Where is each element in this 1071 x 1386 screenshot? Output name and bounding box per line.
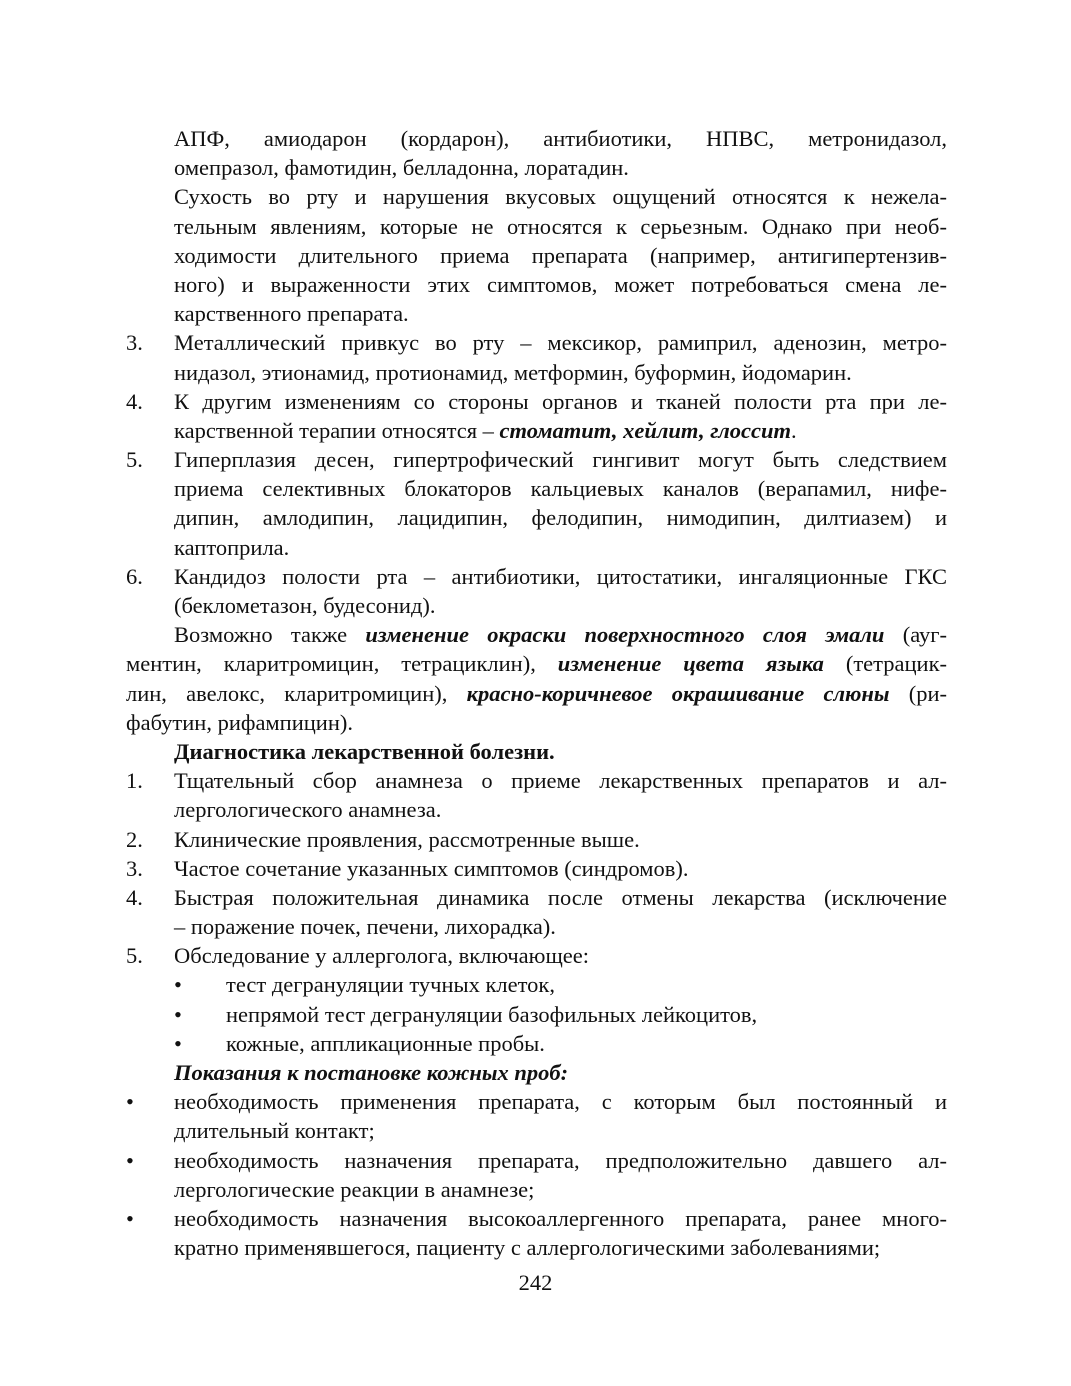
- bullet-item-text: необходимость назначения высокоаллергенного препарата, ранее много-: [174, 1205, 947, 1231]
- bullet-icon: •: [126, 1089, 134, 1115]
- list-item-continuation: дипин, амлодипин, лацидипин, фелодипин, нимодипин, дилтиазем) и: [174, 505, 947, 531]
- list-number: 2.: [126, 826, 143, 852]
- list-number: 4.: [126, 884, 143, 910]
- list-item-continuation: каптоприла.: [174, 534, 290, 560]
- text-span: (тетрацик-: [823, 651, 947, 677]
- list-item: [126, 941, 947, 970]
- list-number: 3.: [126, 330, 143, 356]
- page-number: 242: [518, 1270, 553, 1295]
- bullet-icon: •: [126, 1205, 134, 1231]
- text-line: [126, 679, 947, 708]
- text-line: тельным явлениям, которые не относятся к серьезным. Однако при необ-: [174, 213, 947, 239]
- list-item-text: Кандидоз полости рта – антибиотики, цитостатики, ингаляционные ГКС: [174, 563, 947, 589]
- emphasized-text: изменение окраски поверхностного слоя эмали: [365, 622, 885, 648]
- bullet-icon: •: [174, 1030, 182, 1056]
- text-line: фабутин, рифампицин).: [126, 709, 353, 735]
- text-span: .: [791, 417, 797, 443]
- emphasized-text: красно-коричневое окрашивание слюны: [466, 680, 890, 706]
- sub-list-item: [126, 1029, 947, 1058]
- list-item-text: Тщательный сбор анамнеза о приеме лекарственных препаратов и ал-: [174, 768, 947, 794]
- text-line: ходимости длительного приема препарата (например, антигипертензив-: [174, 242, 947, 268]
- text-line: Сухость во рту и нарушения вкусовых ощущений относятся к нежела-: [174, 184, 947, 210]
- list-item-continuation: (беклометазон, будесонид).: [174, 593, 436, 618]
- text-line: омепразол, фамотидин, белладонна, лоратадин.: [174, 155, 629, 181]
- emphasized-text: стоматит, хейлит, глоссит: [499, 417, 792, 443]
- list-item-text: К другим изменениям со стороны органов и тканей полости рта при ле-: [174, 388, 947, 414]
- list-number: 1.: [126, 768, 143, 794]
- list-item-continuation: приема селективных блокаторов кальциевых каналов (верапамил, нифе-: [174, 476, 947, 502]
- list-item-text: Частое сочетание указанных симптомов (синдромов).: [174, 855, 689, 881]
- text-span: ментин, кларитромицин, тетрациклин),: [126, 651, 558, 677]
- list-number: 4.: [126, 388, 143, 414]
- text-span: лин, авелокс, кларитромицин),: [126, 680, 467, 706]
- list-item-continuation: нидазол, этионамид, протионамид, метформин, буформин, йодомарин.: [174, 359, 852, 385]
- list-item-text: Обследование у аллерголога, включающее:: [174, 943, 590, 969]
- bullet-icon: •: [126, 1147, 134, 1173]
- section-heading: Диагностика лекарственной болезни.: [174, 738, 555, 764]
- sub-list-item: [126, 1000, 947, 1029]
- text-span: карственной терапии относятся –: [174, 417, 500, 443]
- list-item-continuation: [126, 416, 947, 445]
- list-number: 5.: [126, 447, 143, 473]
- text-line: АПФ, амиодарон (кордарон), антибиотики, НПВС, метронидазол,: [174, 126, 947, 151]
- list-number: 6.: [126, 563, 143, 589]
- text-line: [126, 649, 947, 678]
- bullet-icon: •: [174, 1001, 182, 1027]
- page-body: [126, 124, 947, 1262]
- emphasized-text: изменение цвета языка: [557, 651, 824, 677]
- list-item-text: Гиперплазия десен, гипертрофический гингивит могут быть следствием: [174, 447, 947, 473]
- list-item: [126, 825, 947, 854]
- text-span: (ри-: [889, 680, 948, 706]
- bullet-item: [126, 1146, 947, 1175]
- list-number: 5.: [126, 943, 143, 969]
- list-item: [126, 562, 947, 591]
- list-item-text: Клинические проявления, рассмотренные выше.: [174, 826, 640, 852]
- sub-list-item-text: кожные, аппликационные пробы.: [226, 1030, 545, 1056]
- bullet-item-text: необходимость применения препарата, с которым был постоянный и: [174, 1089, 947, 1115]
- text-line: ного) и выраженности этих симптомов, может потребоваться смена ле-: [174, 271, 947, 297]
- bullet-icon: •: [174, 972, 182, 998]
- sub-list-item-text: тест дегрануляции тучных клеток,: [226, 972, 555, 998]
- list-item: [126, 328, 947, 357]
- sub-list-item: [126, 970, 947, 999]
- bullet-item-continuation: длительный контакт;: [174, 1118, 375, 1144]
- list-item-continuation: – поражение почек, печени, лихорадка).: [174, 914, 556, 940]
- list-item: [126, 445, 947, 474]
- text-line: карственного препарата.: [174, 301, 409, 327]
- list-item: [126, 854, 947, 883]
- text-span: Возможно также: [174, 622, 366, 648]
- text-line: [126, 620, 947, 649]
- text-span: (ауг-: [884, 622, 948, 648]
- list-item: [126, 387, 947, 416]
- bullet-item-continuation: лергологические реакции в анамнезе;: [174, 1176, 535, 1202]
- bullet-item: [126, 1204, 947, 1233]
- list-item: [126, 766, 947, 795]
- list-item-text: Быстрая положительная динамика после отмены лекарства (исключение: [174, 884, 947, 910]
- bullet-item: [126, 1087, 947, 1116]
- bullet-item-text: необходимость назначения препарата, предположительно давшего ал-: [174, 1147, 947, 1173]
- bullet-item-continuation: кратно применявшегося, пациенту с аллергологическими заболеваниями;: [174, 1235, 881, 1261]
- list-item: [126, 883, 947, 912]
- section-heading: Показания к постановке кожных проб:: [174, 1060, 569, 1085]
- list-item-text: Металлический привкус во рту – мексикор, рамиприл, аденозин, метро-: [174, 330, 947, 356]
- list-number: 3.: [126, 855, 143, 881]
- list-item-continuation: лергологического анамнеза.: [174, 797, 442, 823]
- sub-list-item-text: непрямой тест дегрануляции базофильных лейкоцитов,: [226, 1001, 758, 1027]
